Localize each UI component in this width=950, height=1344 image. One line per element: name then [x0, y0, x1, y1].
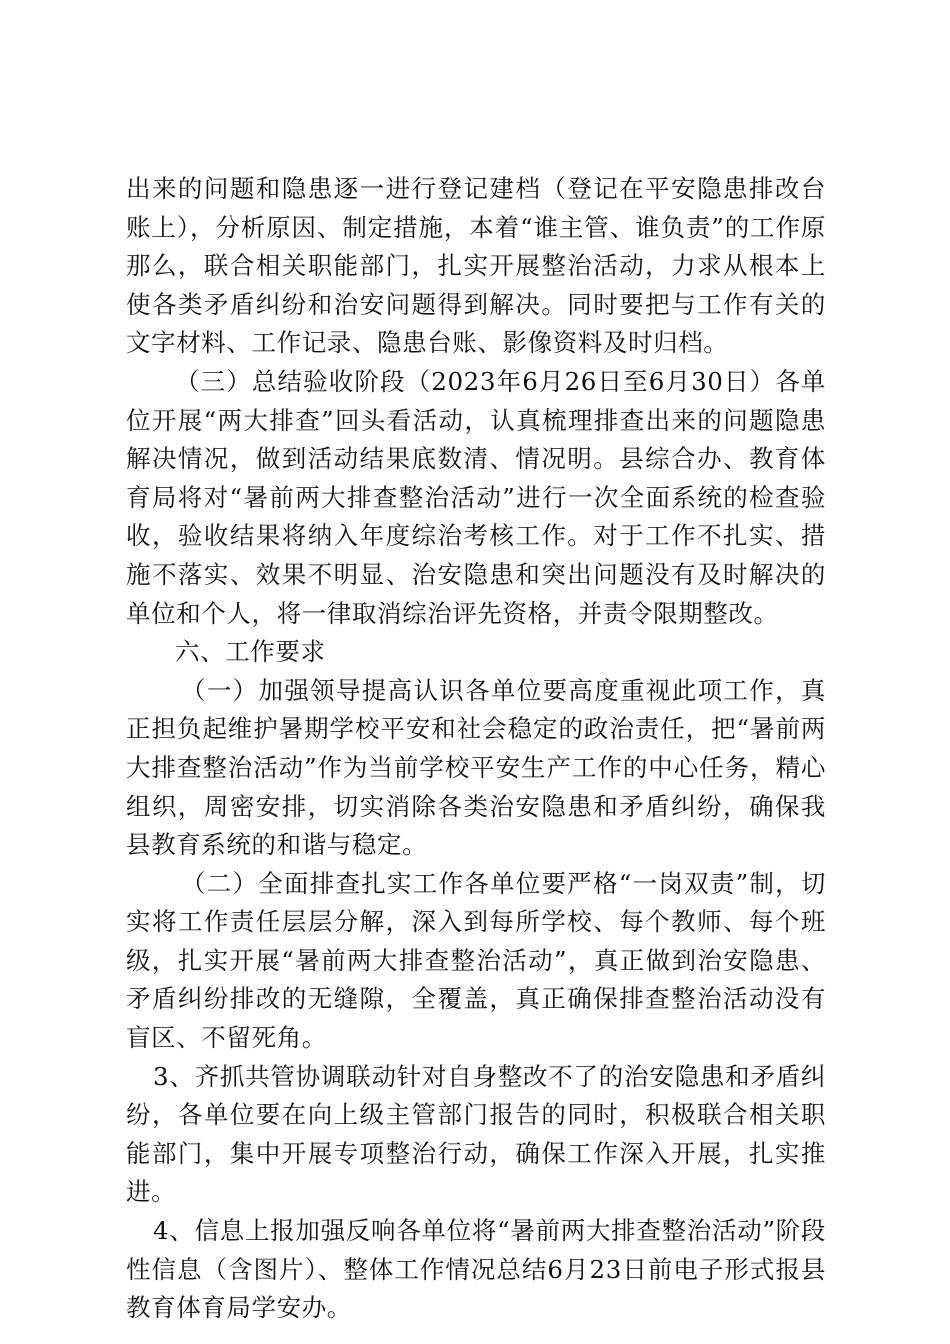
paragraph-requirement-4: 4、信息上报加强反响各单位将“暑前两大排查整治活动”阶段性信息（含图片）、整体工作情况总结6月23日前电子形式报县教育体育局学安办。 — [126, 1216, 826, 1323]
paragraph-continuation: 出来的问题和隐患逐一进行登记建档（登记在平安隐患排改台账上），分析原因、制定措施，本着“谁主管、谁负责”的工作原那么，联合相关职能部门，扎实开展整治活动，力求从根本上使各类矛盾纠纷和治安问题得到解决。同时要把与工作有关的文字材料、工作记录、隐患台账、影像资料及时归档。 — [126, 174, 826, 358]
paragraph-requirement-2: （二）全面排查扎实工作各单位要严格“一岗双责”制，切实将工作责任层层分解，深入到每所学校、每个教师、每个班级，扎实开展“暑前两大排查整治活动”，真正做到治安隐患、矛盾纠纷排改的无缝隙，全覆盖，真正确保排查整治活动没有盲区、不留死角。 — [126, 868, 826, 1053]
paragraph-requirement-1: （一）加强领导提高认识各单位要高度重视此项工作，真正担负起维护暑期学校平安和社会稳定的政治责任，把“暑前两大排查整治活动”作为当前学校平安生产工作的中心任务，精心组织，周密安排，切实消除各类治安隐患和矛盾纠纷，确保我县教育系统的和谐与稳定。 — [126, 675, 826, 860]
paragraph-requirement-3: 3、齐抓共管协调联动针对自身整改不了的治安隐患和矛盾纠纷，各单位要在向上级主管部门报告的同时，积极联合相关职能部门，集中开展专项整治行动，确保工作深入开展，扎实推进。 — [126, 1061, 826, 1207]
document-body — [126, 170, 826, 1328]
paragraph-summary-acceptance: （三）总结验收阶段（2023年6月26日至6月30日）各单位开展“两大排查”回头看活动，认真梳理排查出来的问题隐患解决情况，做到活动结果底数清、情况明。县综合办、教育体育局将对“暑前两大排查整治活动”进行一次全面系统的检查验收，验收结果将纳入年度综治考核工作。对于工作不扎实、措施不落实、效果不明显、治安隐患和突出问题没有及时解决的单位和个人，将一律取消综治评先资格，并责令限期整改。 — [126, 366, 826, 628]
section-heading-work-requirements: 六、工作要求 — [175, 637, 326, 667]
